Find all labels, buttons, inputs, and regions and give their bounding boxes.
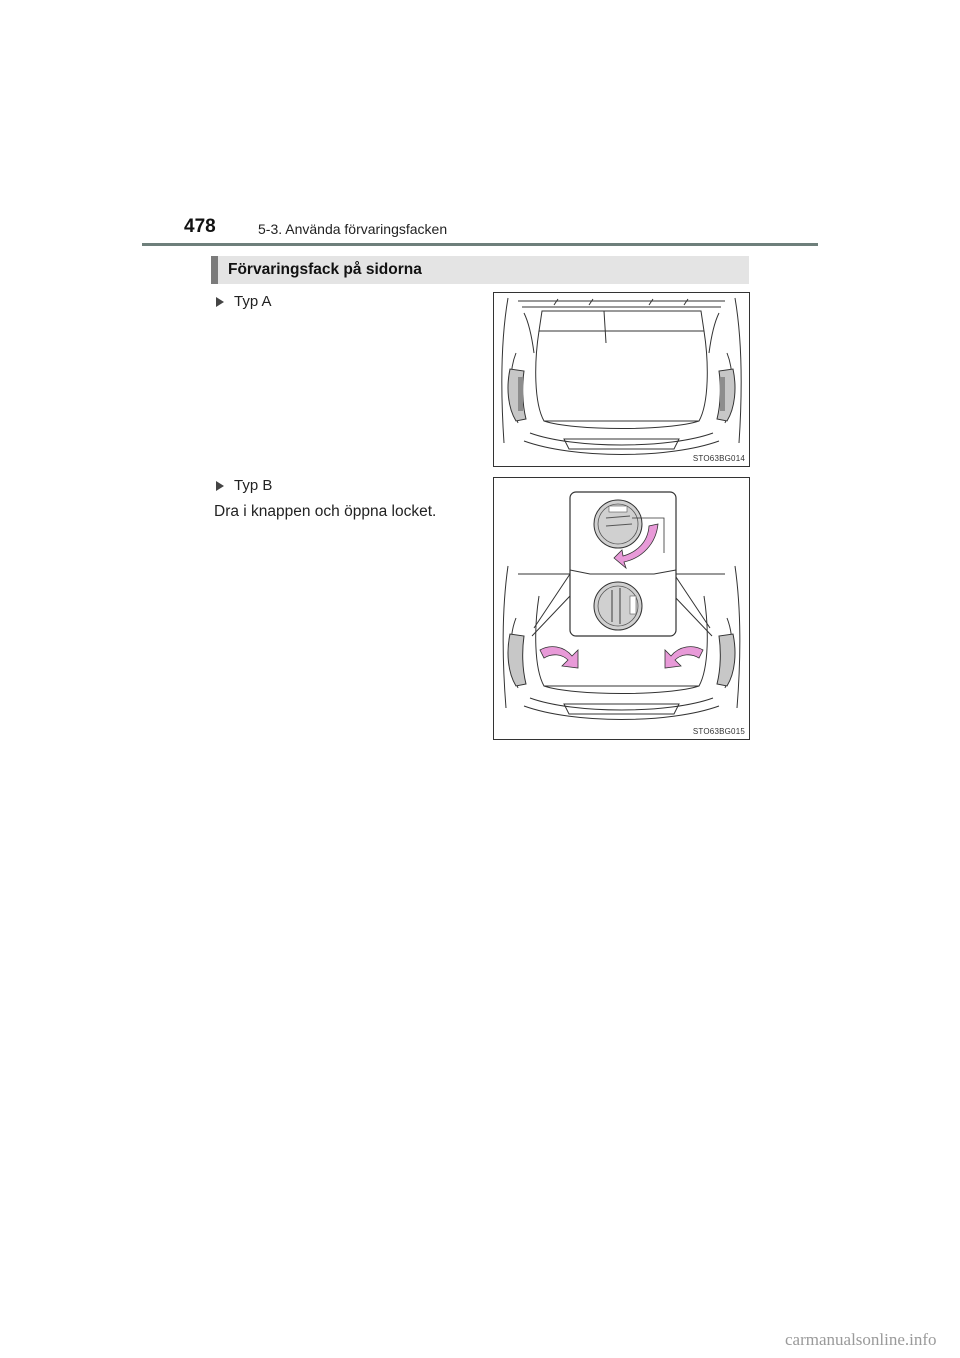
luggage-compartment-detail-illustration: [494, 478, 749, 739]
section-reference: 5-3. Använda förvaringsfacken: [258, 221, 448, 237]
watermark: carmanualsonline.info: [785, 1330, 937, 1349]
type-a-label: Typ A: [234, 293, 272, 310]
figure-type-a: [493, 292, 750, 467]
type-b-label: Typ B: [234, 477, 273, 494]
figure-code: STO63BG015: [692, 727, 745, 736]
figure-type-b: [493, 477, 750, 740]
open-arrow-left-icon: [540, 647, 578, 668]
open-arrow-right-icon: [665, 647, 703, 668]
page-number: 478: [184, 216, 216, 237]
type-b-bullet: [216, 477, 272, 494]
type-a-bullet: [216, 293, 272, 310]
triangle-bullet-icon: [216, 297, 224, 307]
figure-code: STO63BG014: [692, 454, 745, 463]
triangle-bullet-icon: [216, 481, 224, 491]
luggage-compartment-illustration: [494, 293, 749, 466]
header-divider: [142, 243, 818, 246]
section-heading: Förvaringsfack på sidorna: [211, 256, 749, 284]
type-b-instruction: Dra i knappen och öppna locket.: [214, 503, 437, 520]
